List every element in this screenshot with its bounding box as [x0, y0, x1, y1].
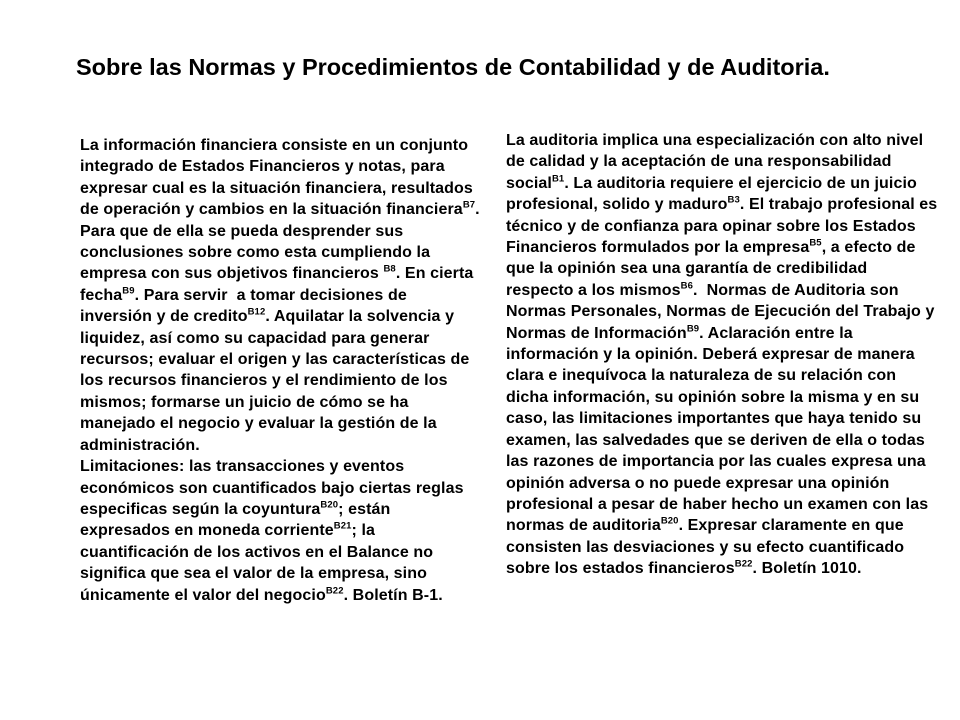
reference-superscript: B20	[660, 515, 679, 527]
segment-text: ; están expresados en moneda corriente	[80, 500, 395, 540]
segment-text: . El trabajo profesional es técnico y de confianza para opinar sobre los Estados Financieros formulados por la empresa	[506, 196, 942, 257]
segment-text: . Aquilatar la solvencia y liquidez, así como su capacidad para generar recursos; evaluar el origen y las características de los recursos financieros y el rendimiento de los mismos; formarse un juicio de cómo se ha manejado el negocio y evaluar la gestión de la administración.	[80, 308, 474, 454]
reference-superscript: B12	[247, 306, 266, 318]
text-segment	[80, 458, 468, 518]
reference-superscript: B22	[325, 585, 344, 597]
segment-text: . Normas de Auditoria son Normas Personales, Normas de Ejecución del Trabajo y Normas de Información	[506, 281, 940, 342]
reference-superscript: B22	[734, 558, 753, 570]
reference-superscript: B9	[686, 323, 700, 335]
reference-superscript: B7	[462, 199, 476, 211]
text-segment	[753, 560, 862, 577]
reference-superscript: B8	[383, 264, 396, 276]
segment-text: . Aclaración entre la información y la opinión. Deberá expresar de manera clara e inequívoca la naturaleza de su relación con dicha información, su opinión sobre la misma y en su caso, las limitaciones importantes que haya tenido su examen, las salvedades que se deriven de ella o todas las razones de importancia por las cuales expresa una opinión adversa o no puede expresar una opinión profesional a pesar de haber hecho un examen con las normas de auditoria	[506, 324, 933, 535]
reference-superscript: B9	[122, 285, 135, 297]
left-column-paragraph	[80, 135, 485, 456]
segment-text: Limitaciones: las transacciones y eventos económicos son cuantificados bajo ciertas reglas especificas según la coyuntura	[80, 458, 469, 518]
left-column	[80, 135, 485, 606]
segment-text: . En cierta fecha	[80, 265, 478, 304]
segment-text: La información financiera consiste en un conjunto integrado de Estados Financieros y notas, para expresar cual es la situación financiera, resultados de operación y cambios en la situación financiera	[80, 137, 478, 219]
segment-text: ; la cuantificación de los activos en el Balance no significa que sea el valor de la empresa, sino únicamente el valor del negocio	[80, 522, 438, 604]
reference-superscript: B3	[727, 194, 740, 206]
reference-superscript: B20	[320, 499, 339, 511]
text-segment	[344, 587, 443, 604]
segment-text: . Boletín B-1.	[343, 586, 443, 604]
reference-superscript: B21	[333, 520, 352, 532]
segment-text: . Para servir a tomar decisiones de inversión y de credito	[80, 286, 412, 326]
slide-title: Sobre las Normas y Procedimientos de Contabilidad y de Auditoria.	[76, 54, 830, 80]
reference-superscript: B6	[680, 280, 693, 292]
segment-text: La auditoria implica una especialización con alto nivel de calidad y la aceptación de una responsabilidad social	[506, 132, 928, 192]
left-column-paragraph	[80, 456, 480, 606]
right-column	[506, 130, 942, 580]
segment-text: . Expresar claramente en que consisten las desviaciones y su efecto cuantificado sobre los estados financieros	[506, 517, 909, 578]
segment-text: , a efecto de que la opinión sea una garantía de credibilidad respecto a los mismos	[506, 239, 921, 299]
text-segment	[80, 308, 474, 453]
segment-text: . Para que de ella se pueda desprender sus conclusiones sobre como esta cumpliendo la empresa con sus objetivos financieros	[80, 201, 485, 283]
text-segment	[80, 137, 477, 218]
reference-superscript: B5	[809, 237, 822, 249]
segment-text: . Boletín 1010.	[752, 560, 862, 578]
right-column-paragraph	[506, 130, 942, 580]
reference-superscript: B1	[551, 173, 565, 185]
segment-text: . La auditoria requiere el ejercicio de un juicio profesional, solido y maduro	[506, 174, 922, 214]
text-segment	[506, 325, 933, 535]
